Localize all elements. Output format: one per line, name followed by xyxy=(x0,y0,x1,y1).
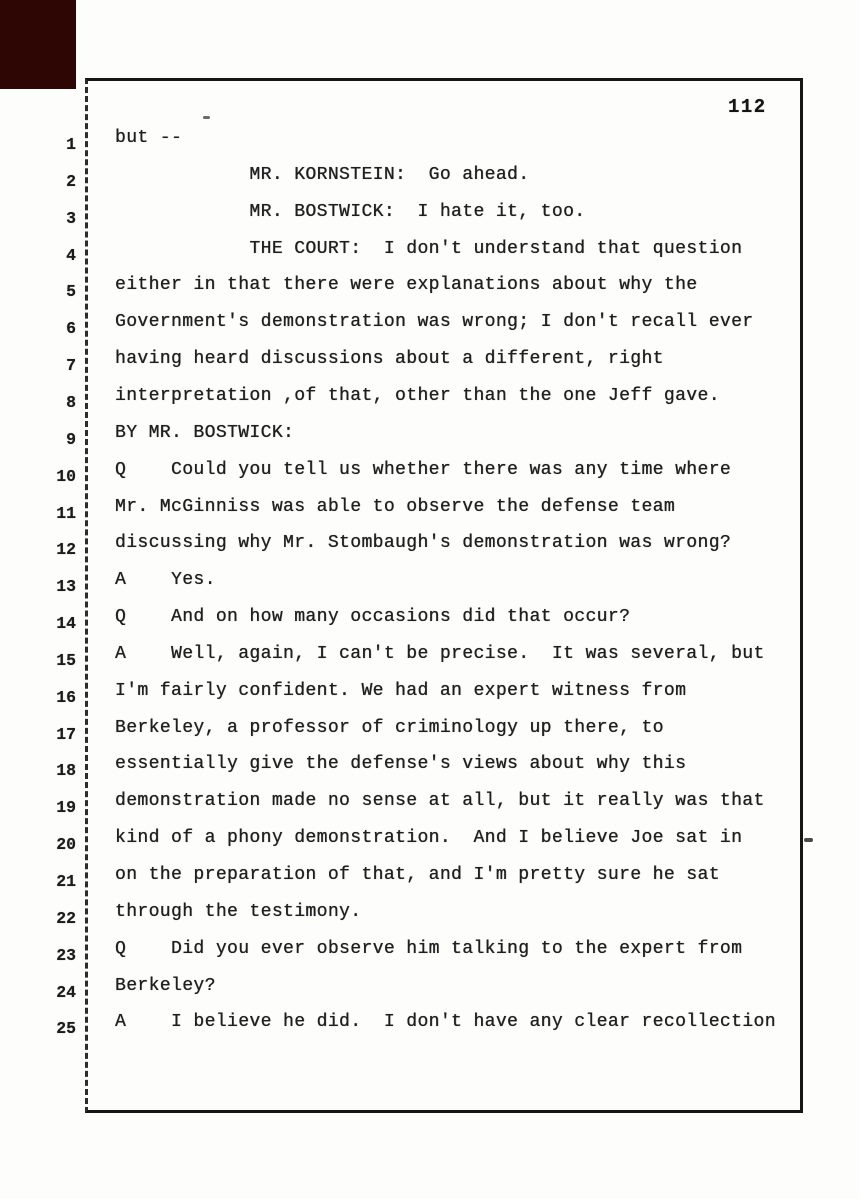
transcript-line: MR. BOSTWICK: I hate it, too. xyxy=(115,201,586,222)
transcript-line: Mr. McGinniss was able to observe the defense team xyxy=(115,496,676,517)
line-number: 25 xyxy=(56,1019,76,1039)
line-number: 11 xyxy=(56,503,76,523)
line-number: 2 xyxy=(66,171,76,191)
transcript-line: A Well, again, I can't be precise. It was several, but xyxy=(115,643,765,664)
transcript-line: essentially give the defense's views about why this xyxy=(115,754,687,775)
line-number: 12 xyxy=(56,540,76,560)
line-number: 10 xyxy=(56,466,76,486)
transcript-line: Berkeley? xyxy=(115,975,216,996)
scan-speck xyxy=(203,116,210,119)
scan-speck-right-edge xyxy=(804,838,813,842)
line-number: 14 xyxy=(56,614,76,634)
transcript-line: but -- xyxy=(115,128,183,148)
line-number: 15 xyxy=(56,650,76,670)
transcript-line: through the testimony. xyxy=(115,901,362,922)
scan-corner-artifact xyxy=(0,0,76,89)
transcript-line: on the preparation of that, and I'm pretty sure he sat xyxy=(115,865,720,885)
transcript-line: A Yes. xyxy=(115,570,216,591)
line-number: 22 xyxy=(56,908,76,928)
line-number: 19 xyxy=(56,798,76,818)
transcript-line: Berkeley, a professor of criminology up there, to xyxy=(115,717,664,738)
transcript-line: interpretation ,of that, other than the one Jeff gave. xyxy=(115,385,720,406)
transcript-line: Q Could you tell us whether there was any time where xyxy=(115,459,732,480)
line-number: 4 xyxy=(66,245,76,265)
line-number: 5 xyxy=(66,282,76,302)
transcript-line: THE COURT: I don't understand that question xyxy=(115,238,743,259)
transcript-line: MR. KORNSTEIN: Go ahead. xyxy=(115,164,530,185)
line-number: 1 xyxy=(66,135,76,154)
line-number: 20 xyxy=(56,835,76,855)
transcript-line: Government's demonstration was wrong; I don't recall ever xyxy=(115,312,754,333)
page-number: 112 xyxy=(728,96,767,118)
transcript-line: Q And on how many occasions did that occur? xyxy=(115,607,631,628)
transcript-line: A I believe he did. I don't have any clear recollection xyxy=(115,1012,776,1033)
transcript-line: I'm fairly confident. We had an expert witness from xyxy=(115,680,687,701)
line-number: 21 xyxy=(56,872,76,891)
transcript-line: discussing why Mr. Stombaugh's demonstration was wrong? xyxy=(115,533,732,554)
line-number: 23 xyxy=(56,945,76,965)
transcript-line: demonstration made no sense at all, but it really was that xyxy=(115,791,765,812)
line-number: 3 xyxy=(66,208,76,228)
line-number: 18 xyxy=(56,761,76,781)
transcript-line: either in that there were explanations about why the xyxy=(115,275,698,296)
transcript-line: having heard discussions about a different, right xyxy=(115,349,664,370)
line-number: 7 xyxy=(66,356,76,376)
line-number: 16 xyxy=(56,687,76,707)
transcript-line: BY MR. BOSTWICK: xyxy=(115,422,295,443)
line-number: 17 xyxy=(56,724,76,744)
line-number: 9 xyxy=(66,429,76,449)
transcript-line: kind of a phony demonstration. And I believe Joe sat in xyxy=(115,828,743,849)
line-number: 6 xyxy=(66,319,76,339)
transcript-line: Q Did you ever observe him talking to the expert from xyxy=(115,938,743,959)
line-number: 24 xyxy=(56,982,76,1002)
line-number: 8 xyxy=(66,392,76,412)
line-number: 13 xyxy=(56,577,76,597)
